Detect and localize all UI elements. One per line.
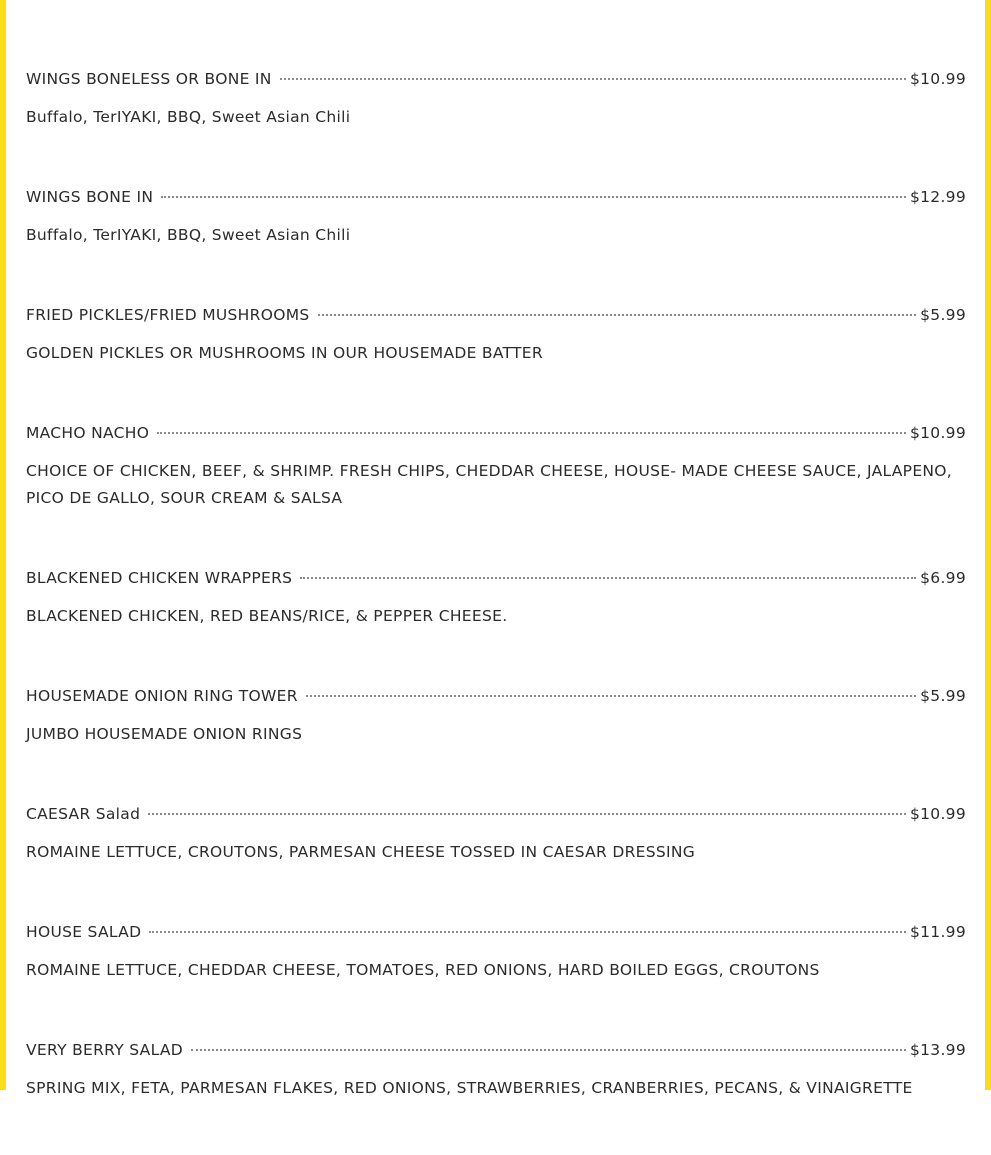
menu-item-name: BLACKENED CHICKEN WRAPPERS [26, 569, 293, 587]
menu-item-name: HOUSEMADE ONION RING TOWER [26, 687, 298, 705]
menu-item-header [26, 184, 966, 210]
menu-item [26, 565, 966, 683]
dotted-leader [318, 314, 917, 316]
menu-item-name: FRIED PICKLES/FRIED MUSHROOMS [26, 306, 310, 324]
dotted-leader [300, 577, 916, 579]
menu-item-description: GOLDEN PICKLES OR MUSHROOMS IN OUR HOUSEMADE BATTER [26, 344, 543, 362]
dotted-leader [148, 813, 906, 815]
menu-item-header [26, 801, 966, 827]
dotted-leader [149, 931, 906, 933]
menu-item-description: SPRING MIX, FETA, PARMESAN FLAKES, RED ONIONS, STRAWBERRIES, CRANBERRIES, PECANS, & VINAIGRETTE [26, 1079, 913, 1097]
menu-item-description: ROMAINE LETTUCE, CROUTONS, PARMESAN CHEESE TOSSED IN CAESAR DRESSING [26, 843, 696, 861]
menu-item-header [26, 66, 966, 92]
menu-item-header [26, 302, 966, 328]
menu-item-name: HOUSE SALAD [26, 923, 142, 941]
menu-item-price: $10.99 [909, 70, 966, 88]
menu-item-header [26, 565, 966, 591]
menu-item [26, 683, 966, 801]
dotted-leader [280, 78, 906, 80]
menu-item-description: ROMAINE LETTUCE, CHEDDAR CHEESE, TOMATOES, RED ONIONS, HARD BOILED EGGS, CROUTONS [26, 961, 820, 979]
menu-item-price: $12.99 [909, 188, 966, 206]
menu-item-header [26, 683, 966, 709]
menu-item-description: Buffalo, TerIYAKI, BBQ, Sweet Asian Chili [26, 226, 351, 244]
menu-item-name: WINGS BONE IN [26, 188, 154, 206]
menu-item-header [26, 1037, 966, 1063]
dotted-leader [161, 196, 906, 198]
left-accent-border [0, 0, 6, 1090]
menu-item [26, 919, 966, 1037]
menu-item-description: BLACKENED CHICKEN, RED BEANS/RICE, & PEPPER CHEESE. [26, 607, 508, 625]
menu-item-header [26, 420, 966, 446]
menu-item-description: CHOICE OF CHICKEN, BEEF, & SHRIMP. FRESH CHIPS, CHEDDAR CHEESE, HOUSE- MADE CHEESE SAUCE, JALAPENO, PICO DE GALLO, SOUR CREAM & SALSA [26, 462, 953, 507]
menu-item-name: MACHO NACHO [26, 424, 150, 442]
menu-item-name: VERY BERRY SALAD [26, 1041, 183, 1059]
menu-item-price: $6.99 [920, 569, 966, 587]
menu-item-price: $10.99 [909, 805, 966, 823]
menu-item [26, 801, 966, 919]
dotted-leader [157, 432, 906, 434]
menu-item-description: JUMBO HOUSEMADE ONION RINGS [26, 725, 303, 743]
menu-item-description: Buffalo, TerIYAKI, BBQ, Sweet Asian Chili [26, 108, 351, 126]
menu-item-price: $11.99 [909, 923, 966, 941]
menu-item-name: CAESAR Salad [26, 805, 141, 823]
menu-item [26, 302, 966, 420]
dotted-leader [191, 1049, 906, 1051]
menu-item-price: $5.99 [920, 306, 966, 324]
menu-item-price: $13.99 [909, 1041, 966, 1059]
menu-item-name: WINGS BONELESS OR BONE IN [26, 70, 272, 88]
menu-item [26, 184, 966, 302]
menu-item [26, 420, 966, 565]
menu-item-price: $5.99 [920, 687, 966, 705]
menu-item [26, 1037, 966, 1155]
menu-item-header [26, 919, 966, 945]
menu-item-price: $10.99 [909, 424, 966, 442]
right-accent-border [985, 0, 991, 1090]
menu-list [26, 66, 966, 1155]
menu-item [26, 66, 966, 184]
dotted-leader [306, 695, 916, 697]
